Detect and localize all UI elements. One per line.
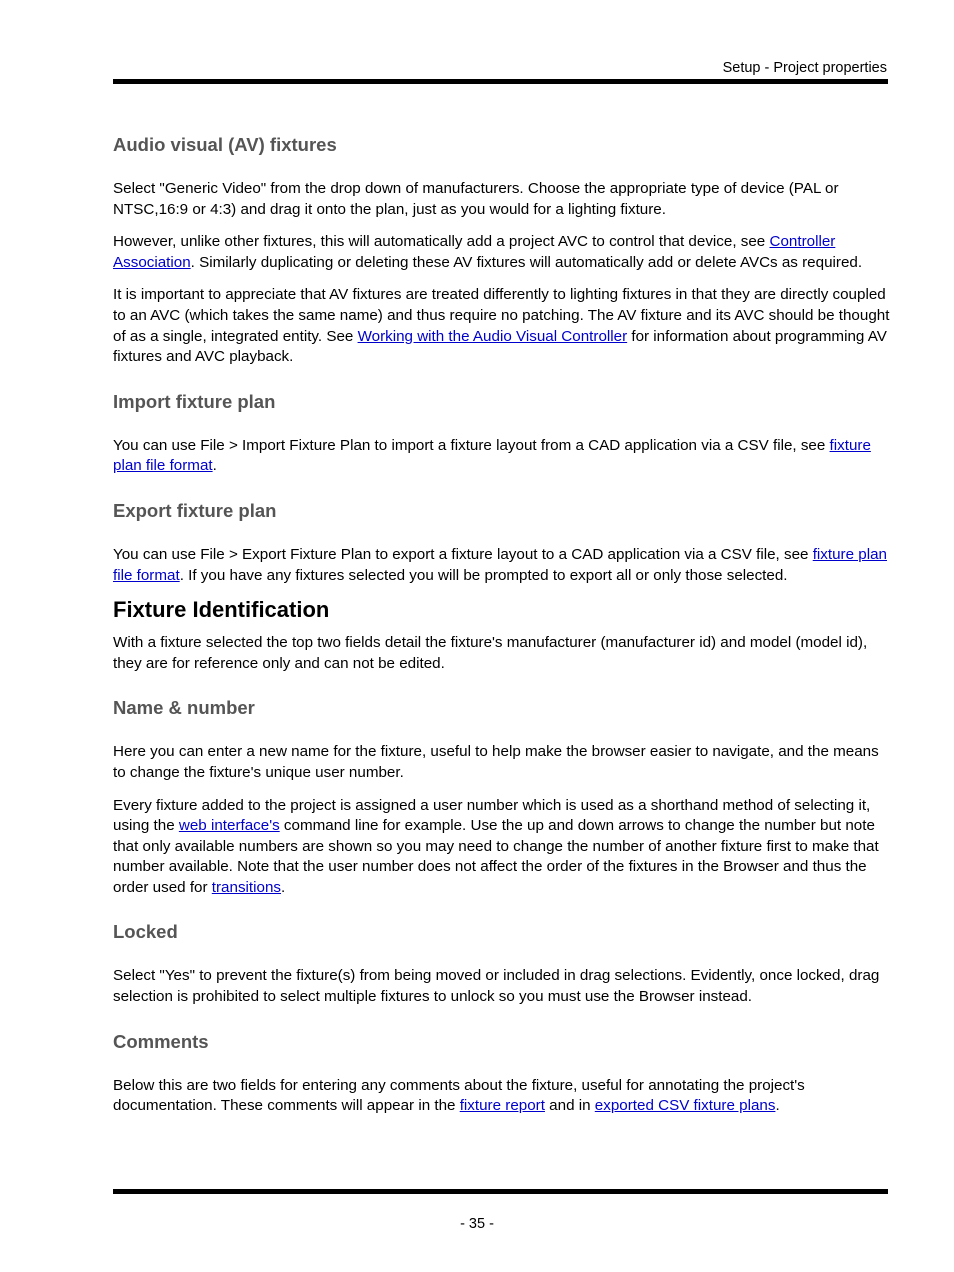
link-controller-association[interactable]: Controller Association [113, 233, 836, 271]
import-paragraph: You can use File > Import Fixture Plan to import a fixture layout from a CAD application via a CSV file, see fixture plan file format. [113, 436, 871, 475]
heading-name-number: Name & number [113, 697, 255, 719]
name-number-paragraph-2: Every fixture added to the project is assigned a user number which is used as a shorthand method of selecting it, using the web interface's command line for example. Use the up and down arrows to change the number but note that only available numbers are shown so you may need to change the number of another fixture first to make that number available. Note that the user number does not affect the order of the fixtures in the Browser and thus the order used for transitions. [113, 796, 879, 896]
link-web-interface[interactable]: web interface's [178, 817, 280, 835]
heading-import-fixture-plan: Import fixture plan [113, 390, 276, 412]
heading-locked: Locked [113, 921, 178, 943]
heading-comments: Comments [113, 1030, 209, 1052]
heading-fixture-identification: Fixture Identification [113, 597, 330, 623]
comments-paragraph: Below this are two fields for entering any comments about the fixture, useful for annotating the project's documentation. These comments will appear in the fixture report and in exported CSV fixture plans. [113, 1076, 805, 1115]
link-exported-csv-fixture-plans[interactable]: exported CSV fixture plans [594, 1097, 776, 1115]
header-rule [113, 79, 888, 84]
page-content [113, 132, 891, 1129]
identification-paragraph: With a fixture selected the top two fields detail the fixture's manufacturer (manufacturer id) and model (model id), they are for reference only and can not be edited. [113, 634, 868, 672]
av-paragraph-2: However, unlike other fixtures, this will automatically add a project AVC to control that device, see Controller Association. Similarly duplicating or deleting these AV fixtures will automatically add or delete AVCs as required. [113, 233, 863, 271]
export-paragraph: You can use File > Export Fixture Plan to export a fixture layout to a CAD application via a CSV file, see fixture plan file format. If you have any fixtures selected you will be prompted to export all or only those selected. [113, 545, 887, 584]
name-number-paragraph-1: Here you can enter a new name for the fixture, useful to help make the browser easier to navigate, and the means to change the fixture's unique user number. [113, 743, 879, 781]
link-fixture-plan-file-format-export[interactable]: fixture plan file format [113, 545, 887, 584]
page-number: - 35 - [460, 1216, 494, 1232]
heading-export-fixture-plan: Export fixture plan [113, 499, 277, 521]
av-paragraph-1: Select "Generic Video" from the drop down of manufacturers. Choose the appropriate type of device (PAL or NTSC,16:9 or 4:3) and drag it onto the plan, just as you would for a lighting fixture. [113, 180, 839, 218]
link-transitions[interactable]: transitions [211, 878, 282, 896]
heading-av-fixtures: Audio visual (AV) fixtures [113, 134, 337, 155]
link-fixture-plan-file-format-import[interactable]: fixture plan file format [113, 436, 871, 475]
footer-rule [113, 1189, 888, 1194]
av-paragraph-3: It is important to appreciate that AV fixtures are treated differently to lighting fixtures in that they are directly coupled to an AVC (which takes the same name) and thus require no patching. The AV fixture and its AVC should be thought of as a single, integrated entity. See Working with the Audio Visual Controller for information about programming AV fixtures and AVC playback. [113, 286, 890, 366]
link-working-with-avc[interactable]: Working with the Audio Visual Controller [357, 327, 628, 345]
locked-paragraph: Select "Yes" to prevent the fixture(s) from being moved or included in drag selections. Evidently, once locked, drag selection is prohibited to select multiple fixtures to unlock so you must use the Browser instead. [113, 967, 880, 1006]
page-header-title: Setup - Project properties [722, 60, 887, 76]
link-fixture-report[interactable]: fixture report [459, 1097, 545, 1115]
